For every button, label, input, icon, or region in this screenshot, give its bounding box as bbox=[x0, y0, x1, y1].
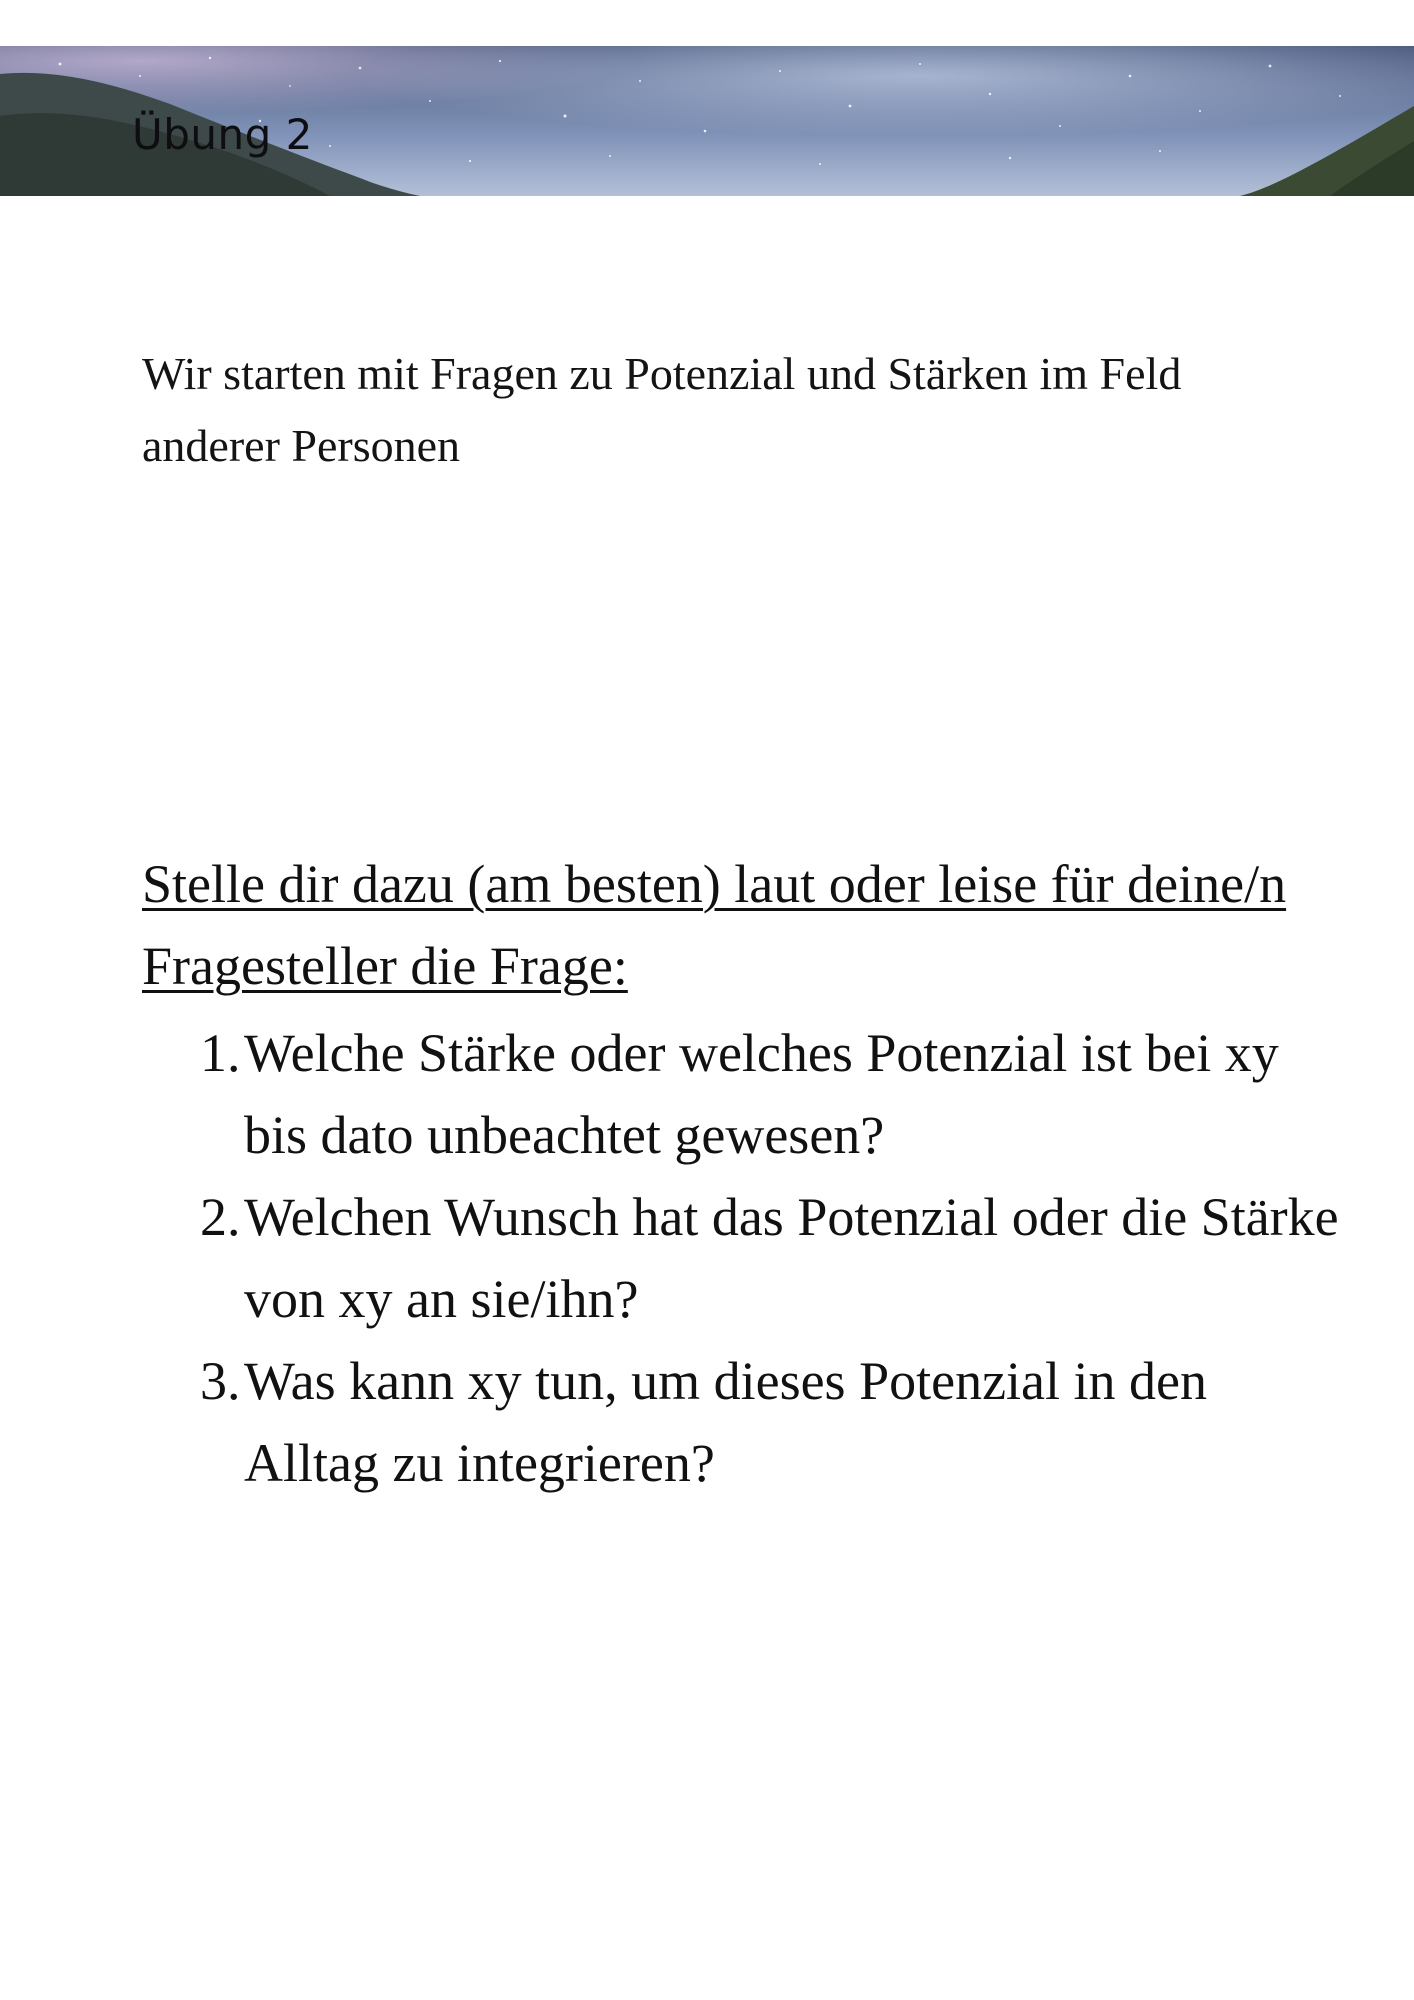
list-item-text: Was kann xy tun, um dieses Potenzial in den Alltag zu integrieren? bbox=[244, 1351, 1207, 1493]
list-item-number: 3. bbox=[200, 1351, 241, 1411]
list-item-text: Welche Stärke oder welches Potenzial ist bei xy bis dato unbeachtet gewesen? bbox=[244, 1023, 1279, 1165]
list-item-text: Welchen Wunsch hat das Potenzial oder die Stärke von xy an sie/ihn? bbox=[244, 1187, 1339, 1329]
header-banner bbox=[0, 46, 1414, 196]
prompt-heading: Stelle dir dazu (am besten) laut oder leise für deine/n Fragesteller die Frage: bbox=[142, 854, 1287, 996]
intro-text: Wir starten mit Fragen zu Potenzial und Stärken im Feld anderer Personen bbox=[142, 348, 1182, 471]
list-item bbox=[200, 1340, 1350, 1504]
list-item-number: 1. bbox=[200, 1023, 241, 1083]
page-header-title: Übung 2 bbox=[132, 110, 313, 159]
list-item bbox=[200, 1176, 1350, 1340]
list-item bbox=[200, 1012, 1350, 1176]
list-item-number: 2. bbox=[200, 1187, 241, 1247]
question-list bbox=[200, 1012, 1350, 1504]
